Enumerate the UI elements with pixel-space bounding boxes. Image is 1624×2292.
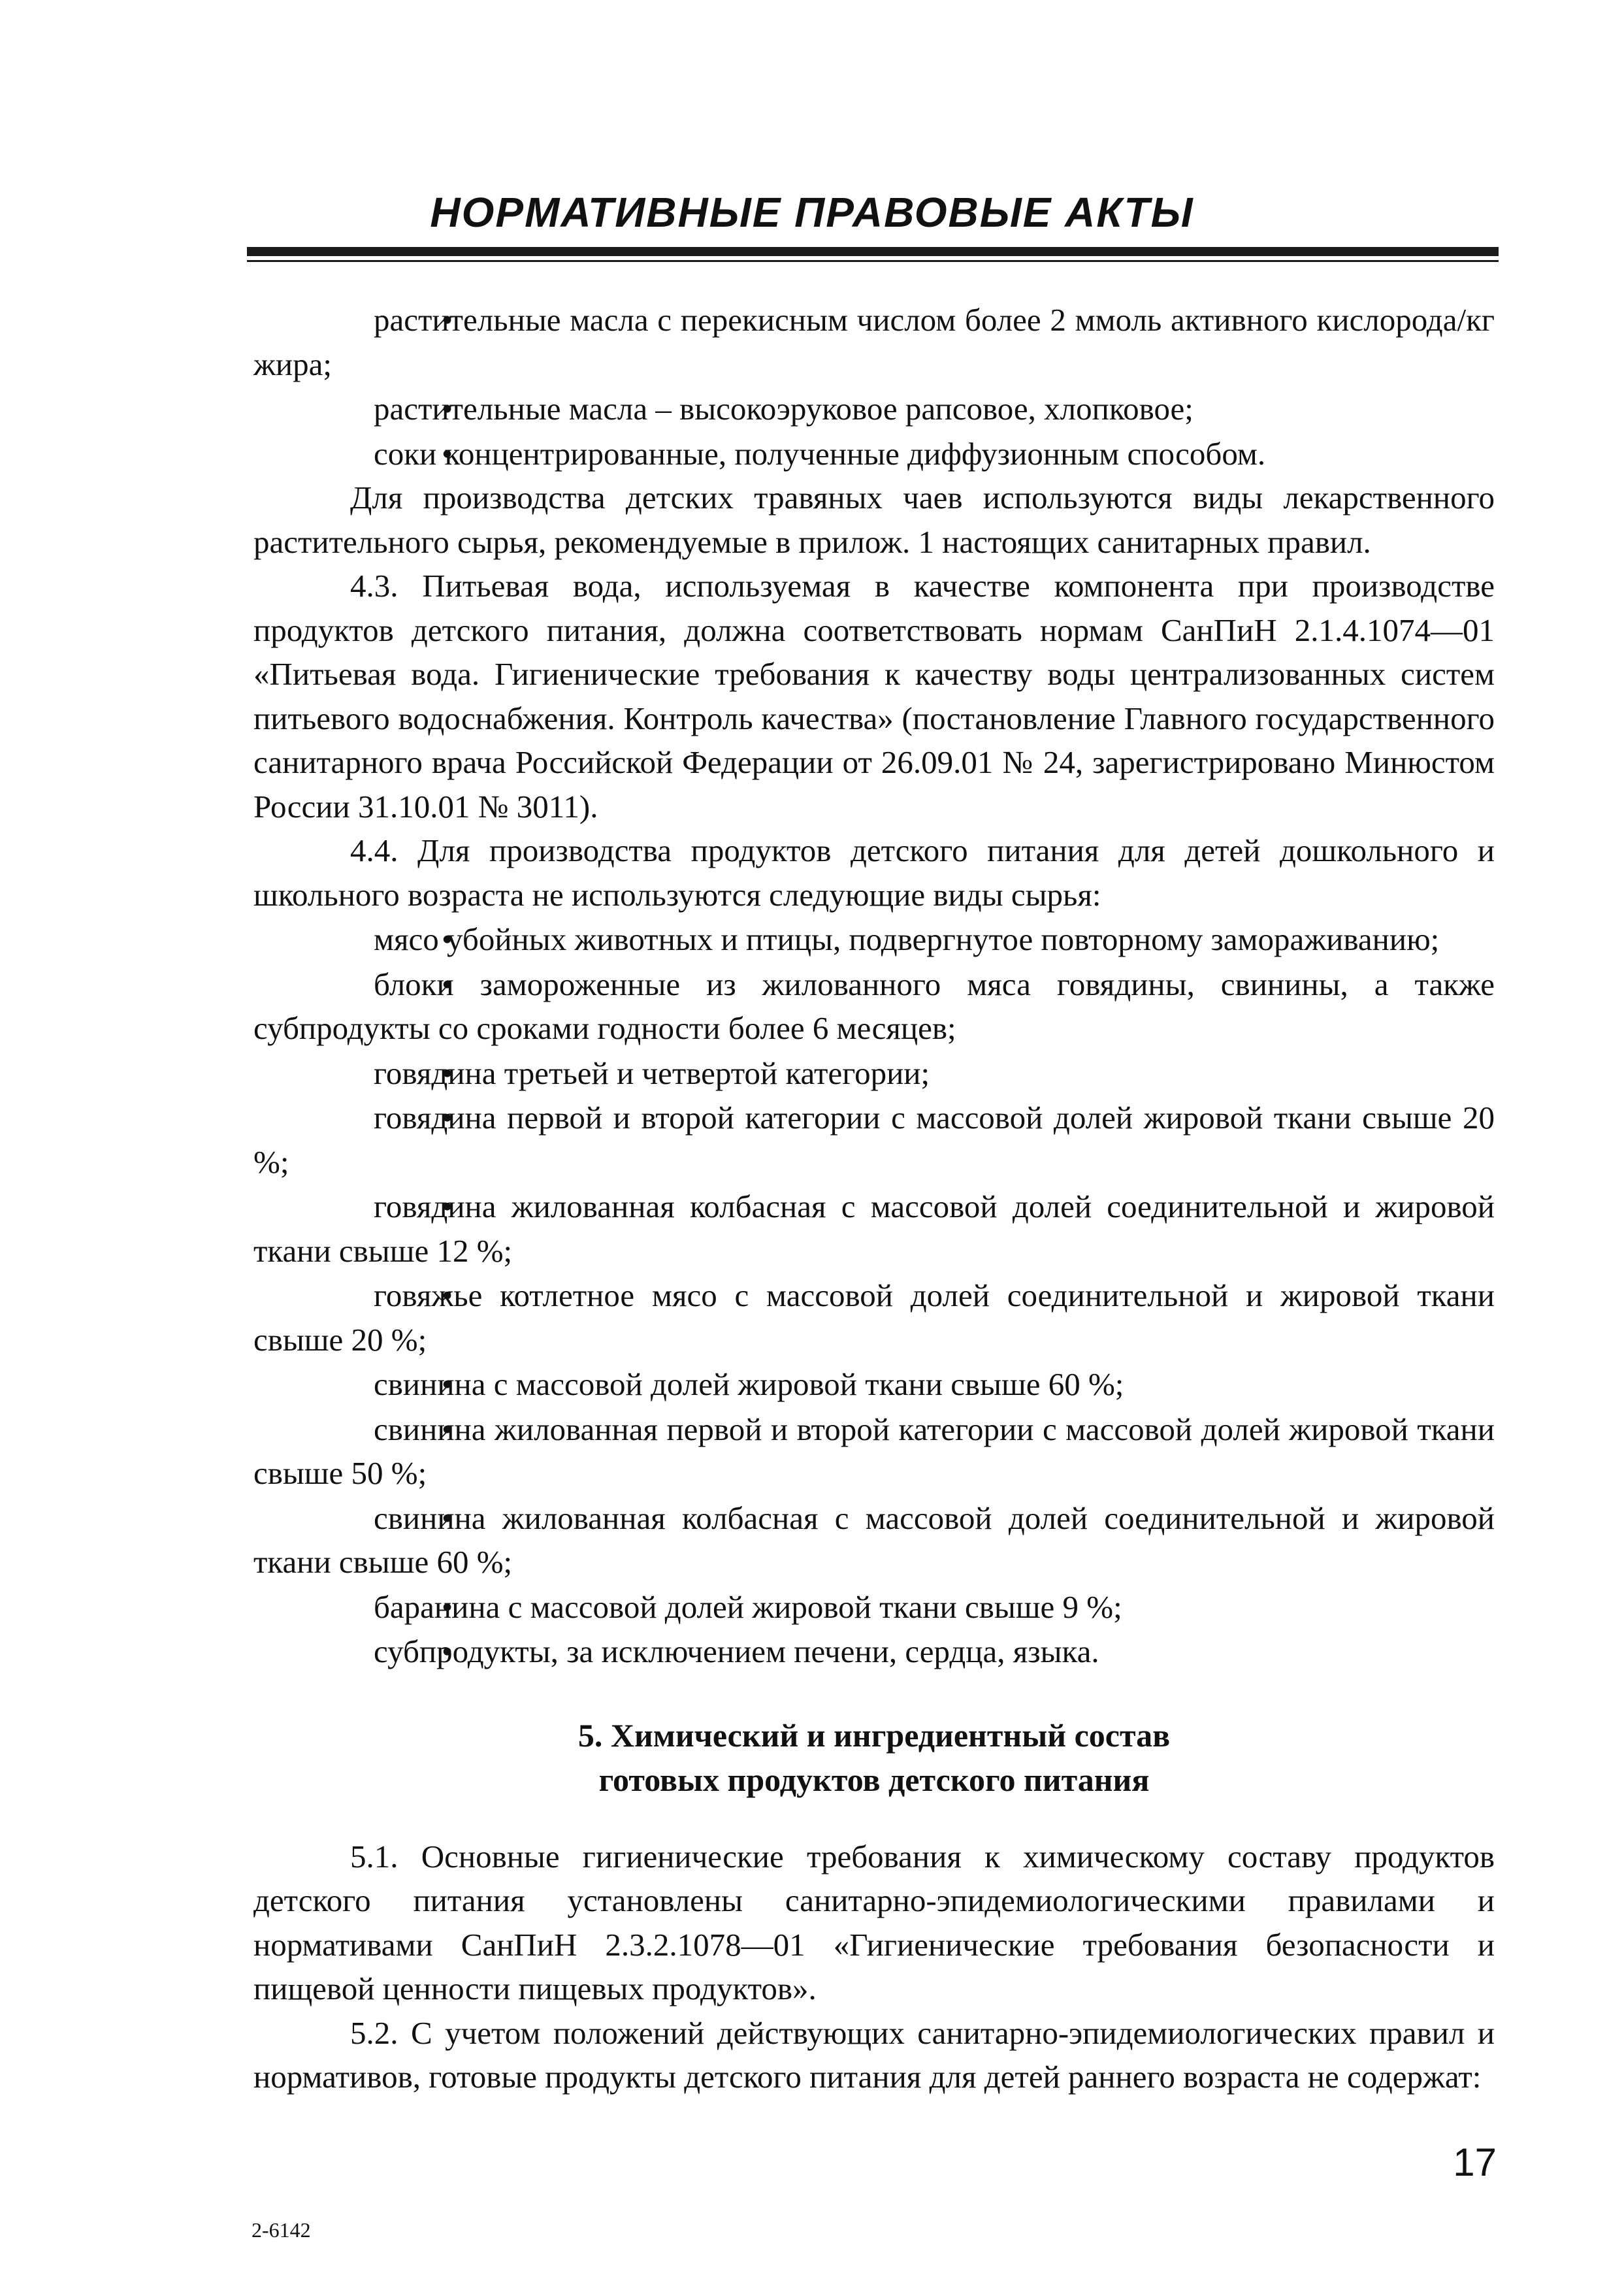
paragraph: 4.3. Питьевая вода, используемая в качестве компонента при производстве продуктов детского питания, должна соответствовать нормам СанПиН 2.1.4.1074—01 «Питьевая вода. Гигиенические требования к качеству воды централизованных систем питьевого водоснабжения. Контроль качества» (постановление Главного государственного санитарного врача Российской Федерации от 26.09.01 № 24, зарегистрировано Минюстом России 31.10.01 № 3011).: [253, 568, 1495, 825]
paragraph: 5.2. С учетом положений действующих санитарно-эпидемиологических правил и нормативов, готовые продукты детского питания для детей раннего возраста не содержат:: [253, 2014, 1495, 2095]
section-paragraph-list: [253, 1835, 1495, 2099]
bullet-item: • говядина третьей и четвертой категории;: [253, 1051, 1495, 1096]
bullet-item: • субпродукты, за исключением печени, сердца, языка.: [253, 1629, 1495, 1674]
bullet-item: • мясо убойных животных и птицы, подвергнутое повторному замораживанию;: [253, 917, 1495, 962]
header-rule-thick: [247, 247, 1499, 256]
bullet-item: • свинина жилованная первой и второй категории с массовой долей жировой ткани свыше 50 %;: [253, 1407, 1495, 1496]
bullet-item: • свинина жилованная колбасная с массовой долей соединительной и жировой ткани свыше 60 %;: [253, 1496, 1495, 1584]
signature-code: 2-6142: [252, 2218, 311, 2242]
bullet-item: • говядина жилованная колбасная с массовой долей соединительной и жировой ткани свыше 12 %;: [253, 1185, 1495, 1273]
bullet-item: • блоки замороженные из жилованного мяса говядины, свинины, а также субпродукты со сроками годности более 6 месяцев;: [253, 962, 1495, 1051]
paragraph: 5.1. Основные гигиенические требования к химическому составу продуктов детского питания установлены санитарно-эпидемиологическими правилами и нормативами СанПиН 2.3.2.1078—01 «Гигиенические требования безопасности и пищевой ценности пищевых продуктов».: [253, 1838, 1495, 2006]
paragraph: 4.4. Для производства продуктов детского питания для детей дошкольного и школьного возраста не используются следующие виды сырья:: [253, 832, 1495, 913]
bullet-item: • баранина с массовой долей жировой ткани свыше 9 %;: [253, 1585, 1495, 1629]
page-body: [253, 297, 1495, 2099]
running-header-title: НОРМАТИВНЫЕ ПРАВОВЫЕ АКТЫ: [430, 189, 1194, 236]
section-heading: [253, 1713, 1495, 1802]
paragraph: Для производства детских травяных чаев используются виды лекарственного растительного сырья, рекомендуемые в прилож. 1 настоящих санитарных правил.: [253, 480, 1495, 560]
section-heading-line-1: 5. Химический и ингредиентный состав: [577, 1716, 1171, 1754]
bullet-item: • соки концентрированные, полученные диффузионным способом.: [253, 432, 1495, 476]
section-heading-line-2: готовых продуктов детского питания: [598, 1761, 1150, 1798]
bullet-item: • растительные масла с перекисным числом более 2 ммоль активного кислорода/кг жира;: [253, 298, 1495, 386]
bullet-item: • растительные масла – высокоэруковое рапсовое, хлопковое;: [253, 387, 1495, 431]
bullet-item: • свинина с массовой долей жировой ткани свыше 60 %;: [253, 1362, 1495, 1407]
page-number: 17: [1453, 2140, 1497, 2184]
bullet-item: • говяжье котлетное мясо с массовой долей соединительной и жировой ткани свыше 20 %;: [253, 1273, 1495, 1362]
paragraph-list: [253, 298, 1495, 1674]
bullet-item: • говядина первой и второй категории с массовой долей жировой ткани свыше 20 %;: [253, 1096, 1495, 1184]
header-rule-thin: [247, 260, 1499, 262]
